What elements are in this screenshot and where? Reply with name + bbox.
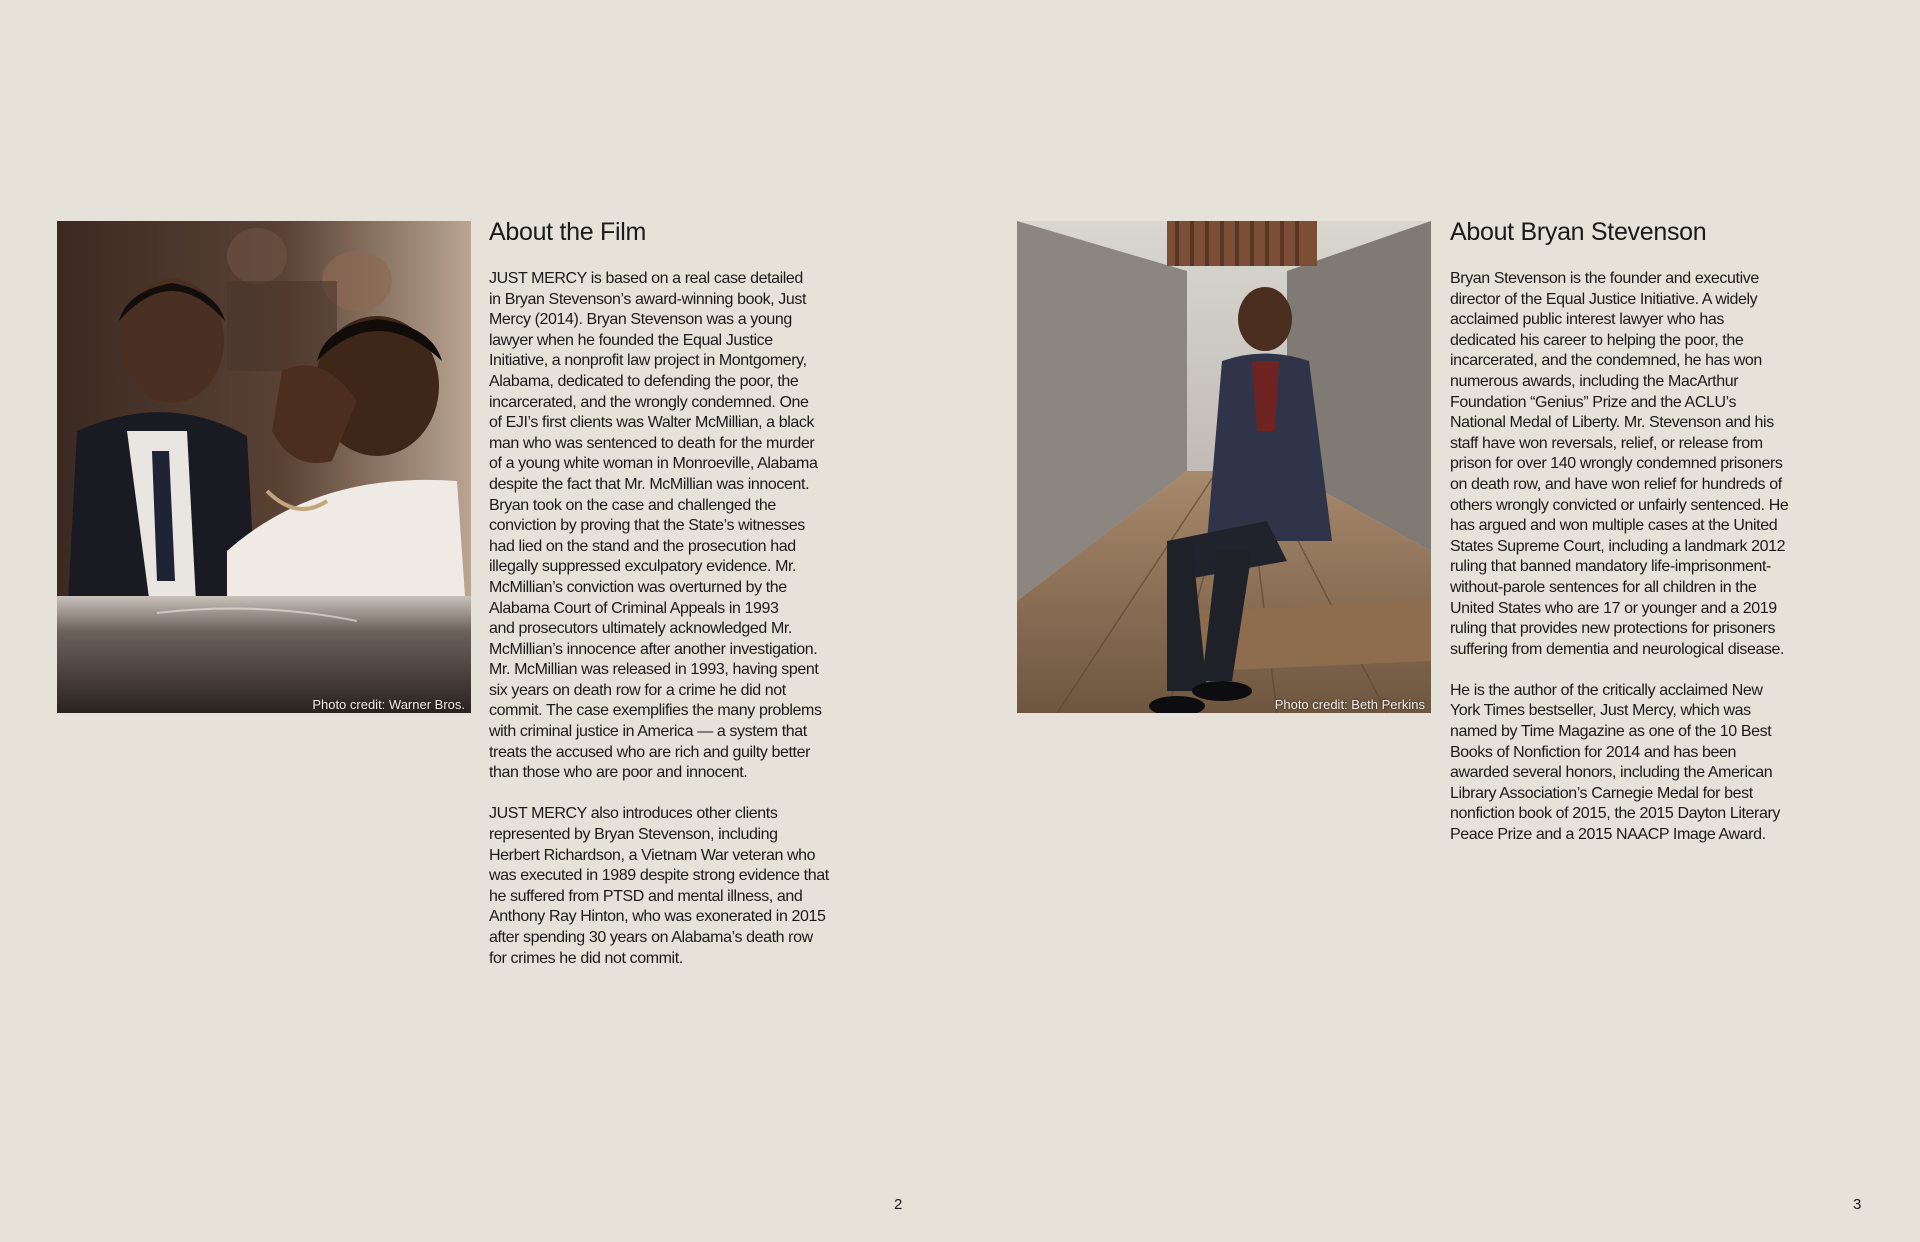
bryan-portrait-image xyxy=(1017,221,1431,713)
about-bryan-section xyxy=(1450,214,1825,866)
bryan-photo-credit: Photo credit: Beth Perkins xyxy=(1274,697,1425,712)
about-film-heading: About the Film xyxy=(489,218,646,246)
about-film-section xyxy=(489,214,859,990)
about-film-paragraph-1: JUST MERCY is based on a real case detailed in Bryan Stevenson’s award-winning book, Just Mercy (2014). Bryan Stevenson was a young lawyer when he founded the Equal Justice Initiative, a nonprofit law project in Montgomery, Alabama, dedicated to defending the poor, the incarcerated, and the wrongly condemned. One of EJI’s first clients was Walter McMillian, a black man who was sentenced to death for the murder of a young white woman in Monroeville, Alabama despite the fact that Mr. McMillian was innocent. Bryan took on the case and challenged the conviction by proving that the State’s witnesses had lied on the stand and the prosecution had illegally suppressed exculpatory evidence. Mr. McMillian’s conviction was overturned by the Alabama Court of Criminal Appeals in 1993 and prosecutors ultimately acknowledged Mr. McMillian’s innocence after another investigation. Mr. McMillian was released in 1993, having spent six years on death row for a crime he did not commit. The case exemplifies the many problems with criminal justice in America — a system that treats the accused who are rich and guilty better than those who are poor and innocent. xyxy=(489,270,822,782)
about-film-paragraph-2: JUST MERCY also introduces other clients represented by Bryan Stevenson, including Herbert Richardson, a Vietnam War veteran who was executed in 1989 despite strong evidence that he suffered from PTSD and mental illness, and Anthony Ray Hinton, who was exonerated in 2015 after spending 30 years on Alabama’s death row for crimes he did not commit. xyxy=(489,805,829,967)
about-bryan-heading: About Bryan Stevenson xyxy=(1450,218,1707,246)
film-still-image xyxy=(57,221,471,713)
page-number-left: 2 xyxy=(894,1196,903,1213)
about-bryan-paragraph-1: Bryan Stevenson is the founder and executive director of the Equal Justice Initiative. A widely acclaimed public interest lawyer who has dedicated his career to helping the poor, the incarcerated, and the condemned, he has won numerous awards, including the MacArthur Foundation “Genius” Prize and the ACLU’s National Medal of Liberty. Mr. Stevenson and his staff have won reversals, relief, or release from prison for over 140 wrongly condemned prisoners on death row, and have won relief for hundreds of others wrongly convicted or unfairly sentenced. He has argued and won multiple cases at the United States Supreme Court, including a landmark 2012 ruling that banned mandatory life-imprisonment- without-parole sentences for all children in the United States who are 17 or younger and a 2019 ruling that provides new protections for prisoners suffering from dementia and neurological disease. xyxy=(1450,270,1789,658)
film-photo-credit: Photo credit: Warner Bros. xyxy=(312,697,465,712)
bryan-stevenson-photo xyxy=(1017,221,1431,713)
about-bryan-paragraph-2: He is the author of the critically acclaimed New York Times bestseller, Just Mercy, which was named by Time Magazine as one of the 10 Best Books of Nonfiction for 2014 and has been awarded several honors, including the American Library Association’s Carnegie Medal for best nonfiction book of 2015, the 2015 Dayton Literary Peace Prize and a 2015 NAACP Image Award. xyxy=(1450,681,1780,844)
page-number-right: 3 xyxy=(1853,1196,1862,1213)
film-still-photo xyxy=(57,221,471,713)
